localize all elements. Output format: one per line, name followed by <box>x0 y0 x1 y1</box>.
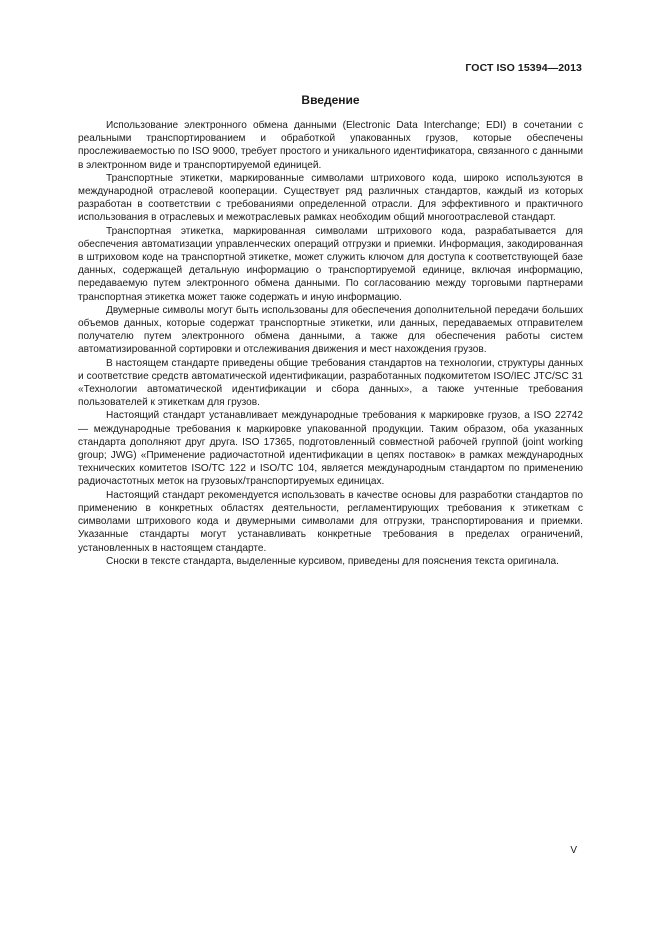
paragraph: Сноски в тексте стандарта, выделенные курсивом, приведены для пояснения текста оригинала. <box>106 555 559 567</box>
paragraph: Двумерные символы могут быть использованы для обеспечения дополнительной передачи больших объемов данных, которые содержат транспортные этикетки, или данных, передаваемых отправителем получателю путем электронного обмена данными, а также для обеспечения работы систем автоматизированной сортировки и отслеживания движения и мест нахождения грузов. <box>78 304 583 356</box>
paragraph: Настоящий стандарт устанавливает международные требования к маркировке грузов, а ISO 22742 — международные требования к маркировке упакованной продукции. Таким образом, оба указанных стандарта дополняют друг друга. ISO 17365, подготовленный совместной рабочей группой (joint working group; JWG) «Применение радиочастотной идентификации в цепях поставок» в рамках международных технических комитетов ISO/TC 122 и ISO/TC 104, является международным стандартом по применению радиочастотных меток на грузовых/транспортируемых единицах. <box>78 410 583 488</box>
document-code: ГОСТ ISO 15394—2013 <box>465 62 582 74</box>
section-title: Введение <box>301 93 360 107</box>
paragraph: В настоящем стандарте приведены общие требования стандартов на технологии, структуры данных и соответствие средств автоматической идентификации, разработанных подкомитетом ISO/IEC JTC/SC 31 «Технологии автоматической идентификации и сбора данных», а также учтенные требования пользователей к этикеткам для грузов. <box>78 357 583 409</box>
page-number: V <box>570 845 577 856</box>
body-text <box>78 119 583 568</box>
paragraph: Настоящий стандарт рекомендуется использовать в качестве основы для разработки стандартов по применению в конкретных областях деятельности, регламентирующих требования к этикеткам с символами штрихового кода и двумерными символами для отгрузки, транспортирования и приемки. Указанные стандарты могут устанавливать конкретные требования в пределах ограничений, установленных в настоящем стандарте. <box>78 489 583 554</box>
paragraph: Транспортные этикетки, маркированные символами штрихового кода, широко используются в международной отраслевой кооперации. Существует ряд различных стандартов, каждый из которых разработан в соответствии с требованиями определенной отрасли. Для эффективного и практичного использования в отраслевых и межотраслевых рамках необходим общий многоотраслевой стандарт. <box>78 172 583 224</box>
paragraph: Транспортная этикетка, маркированная символами штрихового кода, разрабатывается для обеспечения автоматизации управленческих операций отгрузки и приемки. Информация, закодированная в штриховом коде на транспортной этикетке, может служить ключом для доступа к соответствующей базе данных, содержащей детальную информацию о транспортируемой единице, включая информацию, передаваемую путем электронного обмена данными. По согласованию между торговыми партнерами транспортная этикетка может также содержать и иную информацию. <box>78 225 583 303</box>
paragraph: Использование электронного обмена данными (Electronic Data Interchange; EDI) в сочетании с реальными транспортированием и обработкой упакованных грузов, которые обеспечены прослеживаемостью по ISO 9000, требует простого и уникального идентификатора, связанного с данными в электронном виде и транспортируемой единицей. <box>78 120 583 171</box>
